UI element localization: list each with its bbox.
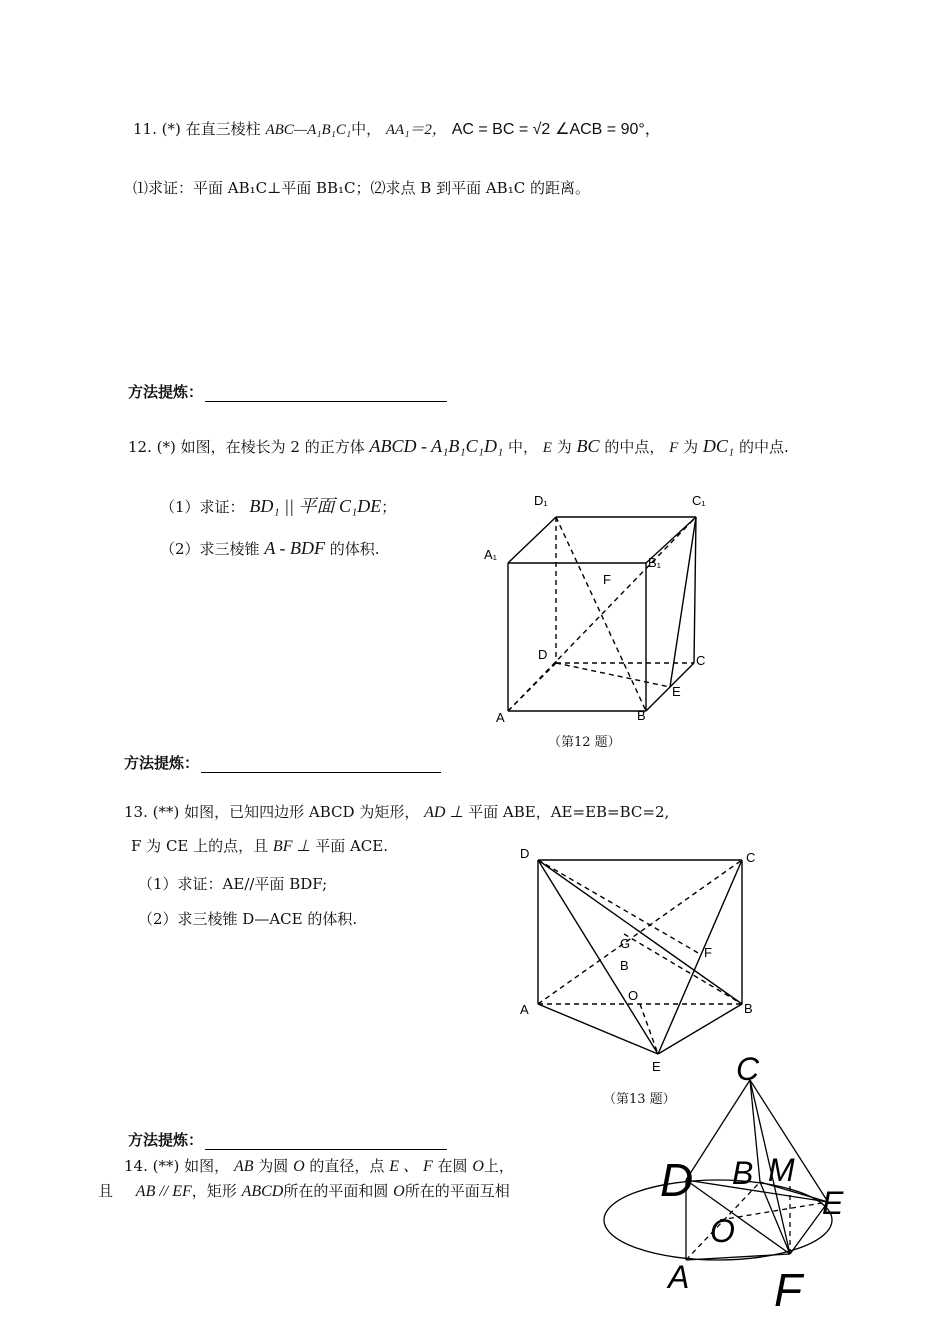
label-F: F (774, 1264, 803, 1315)
label-O: O (710, 1213, 735, 1249)
method-blank-3[interactable] (205, 1133, 447, 1150)
label-B: B (732, 1155, 754, 1191)
method-blank-1[interactable] (205, 385, 447, 402)
q13-caption: （第13 题） (603, 1092, 676, 1107)
label-M: M (768, 1152, 795, 1188)
label-A: A (496, 710, 505, 725)
q11-line2: ⑴求证：平面 AB₁C⊥平面 BB₁C；⑵求点 B 到平面 AB₁C 的距离。 (133, 179, 590, 197)
label-B1: B₁ (648, 555, 662, 570)
q12-caption: （第12 题） (548, 735, 621, 750)
label-B-mid: B (620, 958, 629, 973)
q12-part1: （1）求证： BD₁ || 平面 C₁DE； (160, 496, 397, 516)
q11-prism: ABC—A₁B₁C₁ (265, 122, 352, 138)
label-D: D (520, 846, 530, 861)
label-E: E (672, 684, 681, 699)
label-A: A (520, 1002, 529, 1017)
q12-part2: （2）求三棱锥 A - BDF 的体积. (160, 538, 380, 558)
q12-line1: 12. (*) 如图，在棱长为 2 的正方体 ABCD - A₁B₁C₁D₁ 中， E 为 BC 的中点， F 为 DC₁ 的中点. (128, 436, 789, 456)
label-D: D (538, 647, 548, 662)
q11-number: 11. (133, 120, 157, 138)
label-O: O (628, 988, 639, 1003)
label-A1: A₁ (484, 547, 498, 562)
q13-part2: （2）求三棱锥 D—ACE 的体积. (138, 910, 358, 928)
q12-cube-figure (470, 485, 720, 725)
method-blank-2[interactable] (201, 756, 441, 773)
q13-part1: （1）求证：AE//平面 BDF; (138, 875, 328, 893)
q14-line1: 14. (**) 如图， AB 为圆 O 的直径，点 E 、 F 在圆 O上， (124, 1157, 514, 1175)
q11-angle: ∠ACB = 90°， (555, 121, 661, 138)
q14-line2: 且 AB // EF，矩形 ABCD所在的平面和圆 O所在的平面互相 (98, 1182, 510, 1200)
q12-cube: ABCD - A₁B₁C₁D₁ (369, 436, 504, 456)
label-A: A (668, 1259, 690, 1295)
method-summary-3: 方法提炼： (128, 1129, 447, 1150)
label-C: C (746, 850, 756, 865)
q11-line1: 11. (*) 在直三棱柱 ABC—A₁B₁C₁中， AA₁＝2， AC = BC = √2 ∠ACB = 90°， (133, 120, 661, 138)
label-D1: D₁ (534, 493, 548, 508)
label-C: C (696, 653, 706, 668)
label-C1: C₁ (692, 493, 706, 508)
label-C: C (736, 1051, 760, 1087)
label-D: D (660, 1154, 694, 1206)
q11-ac-bc: AC = BC = √2 (451, 121, 551, 138)
label-F: F (603, 572, 611, 587)
q11-stars: (*) (161, 120, 181, 138)
q11-aa1: AA₁＝2， (385, 122, 447, 138)
label-E: E (652, 1059, 661, 1072)
q13-figure (510, 842, 770, 1072)
q13-line2: F 为 CE 上的点，且 BF ⊥ 平面 ACE. (131, 837, 388, 855)
q13-line1: 13. (**) 如图，已知四边形 ABCD 为矩形， AD ⊥ 平面 ABE，AE=EB=BC=2, (124, 803, 670, 821)
q14-figure (600, 1050, 860, 1315)
label-B: B (637, 708, 646, 723)
label-F: F (704, 945, 712, 960)
label-G: G (620, 936, 631, 951)
label-B: B (744, 1001, 753, 1016)
label-E: E (822, 1185, 844, 1221)
method-summary-1: 方法提炼： (128, 381, 447, 402)
method-summary-2: 方法提炼： (124, 752, 441, 773)
